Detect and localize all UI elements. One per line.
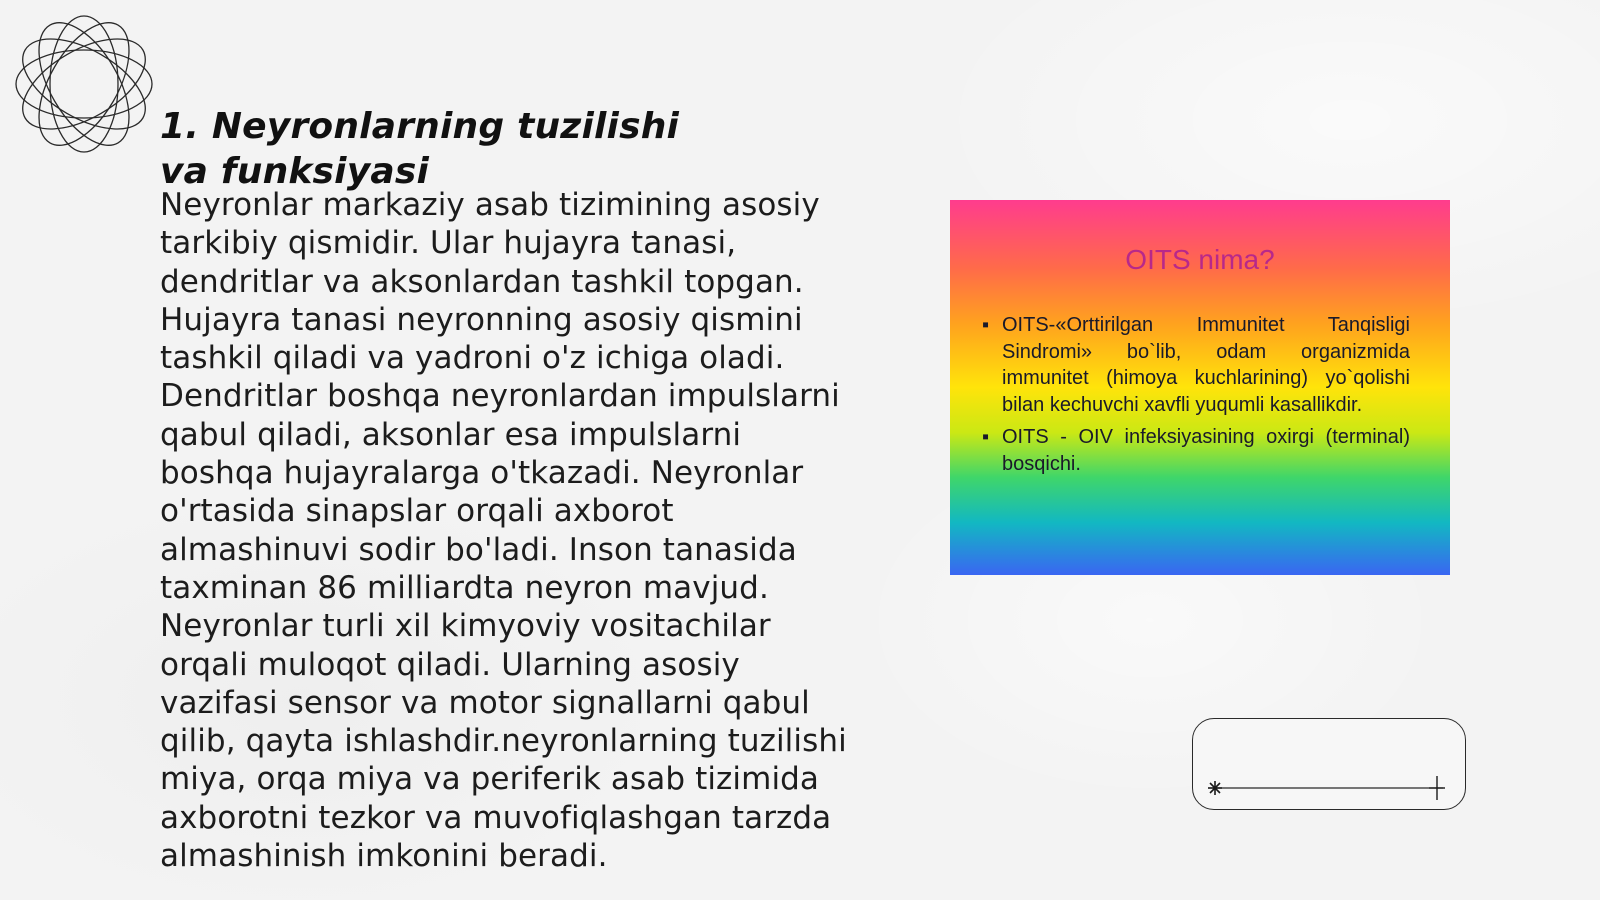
oits-info-image	[950, 200, 1450, 575]
cross-star-icon	[1429, 776, 1445, 800]
image-bullet-text: OITS-«Orttirilgan Immunitet Tanqisligi Sindromi» bo`lib, odam organizmida immunitet (himoya kuchlarining) yo`qolishi bilan kechuvchi xavfli yuqumli kasallikdir.	[1002, 314, 1410, 416]
image-title: OITS nima?	[1125, 244, 1275, 275]
sparkle-icon	[1208, 781, 1222, 795]
image-bullet-list	[982, 312, 1410, 483]
slide-body-text: Neyronlar markaziy asab tizimining asosiy tarkibiy qismidir. Ular hujayra tanasi, dendritlar va aksonlardan tashkil topgan. Hujayra tanasi neyronning asosiy qismini tashkil qiladi va yadroni o'z ichiga oladi. Dendritlar boshqa neyronlardan impulslarni qabul qiladi, aksonlar esa impulslarni boshqa hujayralarga o'tkazadi. Neyronlar o'rtasida sinapslar orqali axborot almashinuvi sodir bo'ladi. Inson tanasida taxminan 86 milliardta neyron mavjud. Neyronlar turli xil kimyoviy vositachilar orqali muloqot qiladi. Ularning asosiy vazifasi sensor va motor signallarni qabul qilib, qayta ishlashdir.neyronlarning tuzilishi miya, orqa miya va periferik asab tizimida axborotni tezkor va muvofiqlashgan tarzda almashinish imkonini beradi.	[160, 187, 847, 875]
image-bullet-item	[982, 424, 1410, 477]
line-with-star-icons	[1193, 719, 1465, 809]
bullet-icon: ▪	[982, 314, 990, 336]
image-bullet-text: OITS - OIV infeksiyasining oxirgi (terminal) bosqichi.	[1002, 426, 1410, 475]
slide-title: 1. Neyronlarning tuzilishi va funksiyasi	[160, 106, 680, 192]
interlaced-rings-icon	[10, 10, 158, 158]
image-bullet-item	[982, 312, 1410, 418]
bullet-icon: ▪	[982, 426, 990, 448]
decorative-line-card	[1192, 718, 1466, 810]
